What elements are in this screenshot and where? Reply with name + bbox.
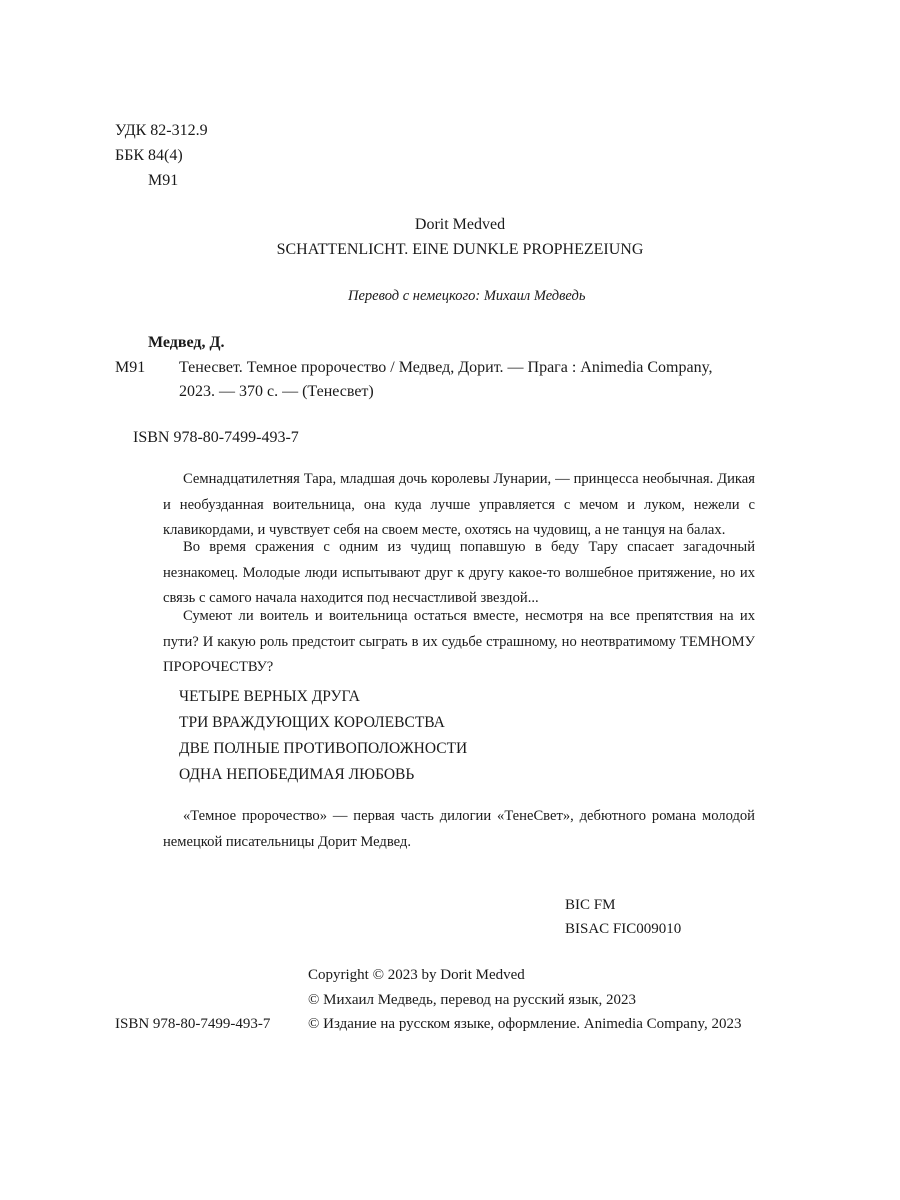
copyright-line-3: © Издание на русском языке, оформление. Animedia Company, 2023 [308, 1016, 742, 1032]
series-note: «Темное пророчество» — первая часть дилогии «ТенеСвет», дебютного романа молодой немецкой писательницы Дорит Медвед. [163, 808, 755, 850]
catalog-line-2: 2023. — 370 с. — (Тенесвет) [179, 383, 374, 400]
bbk-code: ББК 84(4) [115, 147, 183, 164]
original-author: Dorit Medved [414, 216, 506, 233]
catalog-isbn: ISBN 978-80-7499-493-7 [133, 429, 299, 446]
tagline-1: ЧЕТЫРЕ ВЕРНЫХ ДРУГА [179, 688, 360, 705]
catalog-mark: М91 [115, 359, 146, 376]
bisac-code: BISAC FIC009010 [565, 921, 682, 937]
catalog-heading: Медвед, Д. [148, 334, 225, 351]
tagline-4: ОДНА НЕПОБЕДИМАЯ ЛЮБОВЬ [179, 766, 415, 783]
description-paragraph-3: Сумеют ли воитель и воительница остаться вместе, несмотря на все препятствия на их пути? И какую роль предстоит сыграть в их судьбе страшному, но неотвратимому ТЕМНОМУ ПРОРОЧЕСТВУ? [163, 608, 755, 675]
description-paragraph-2: Во время сражения с одним из чудищ попавшую в беду Тару спасает загадочный незнакомец. Молодые люди испытывают друг к другу какое-то волшебное притяжение, но их связь с самого начала находится под несчастливой звездой... [163, 539, 755, 606]
tagline-2: ТРИ ВРАЖДУЮЩИХ КОРОЛЕВСТВА [179, 714, 445, 731]
copyright-line-1: Copyright © 2023 by Dorit Medved [308, 967, 525, 983]
copyright-line-2: © Михаил Медведь, перевод на русский язык, 2023 [308, 992, 637, 1008]
catalog-line-1: Тенесвет. Темное пророчество / Медвед, Дорит. — Прага : Animedia Company, [179, 359, 713, 376]
description-paragraph-1: Семнадцатилетняя Тара, младшая дочь королевы Лунарии, — принцесса необычная. Дикая и необузданная воительница, она куда лучше управляется с мечом и луком, нежели с клавикордами, и чувствует себя на своем месте, охотясь на чудовищ, а не танцуя на балах. [163, 471, 755, 538]
bic-code: BIC FM [565, 897, 616, 913]
original-title: SCHATTENLICHT. EINE DUNKLE PROPHEZEIUNG [276, 241, 644, 258]
tagline-3: ДВЕ ПОЛНЫЕ ПРОТИВОПОЛОЖНОСТИ [179, 740, 468, 757]
udk-code: УДК 82-312.9 [115, 122, 208, 139]
author-mark: М91 [148, 172, 179, 189]
footer-isbn: ISBN 978-80-7499-493-7 [115, 1016, 271, 1032]
translation-credit: Перевод с немецкого: Михаил Медведь [348, 288, 586, 304]
